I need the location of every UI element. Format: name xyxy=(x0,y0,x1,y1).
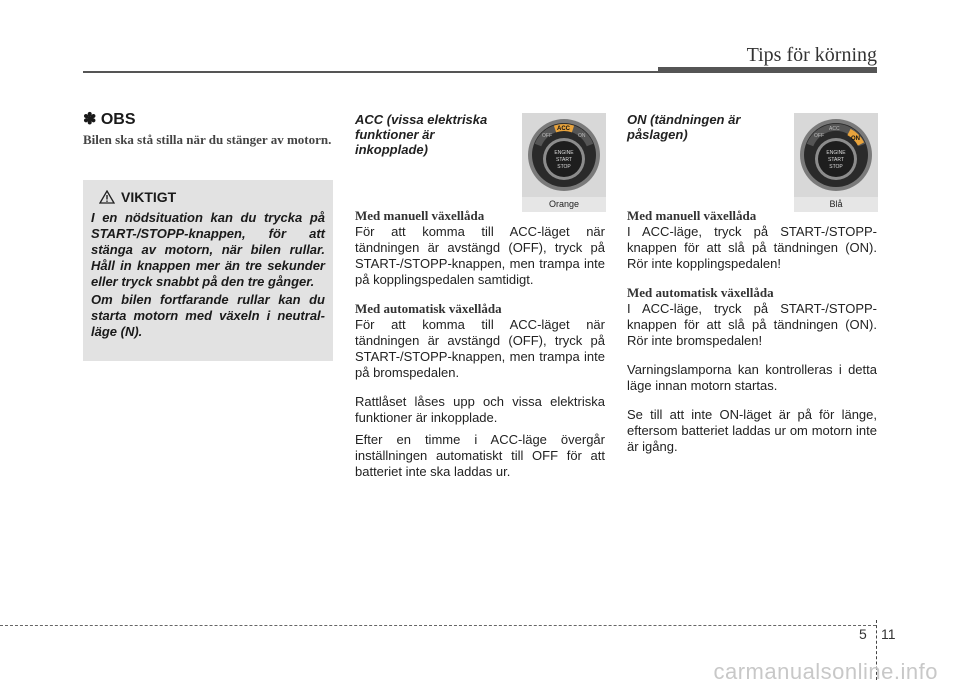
acc-lock-text: Rattlåset låses upp och vissa elektriska funktioner är inkopplade. xyxy=(355,394,605,425)
on-button-face-line2: START xyxy=(828,157,844,163)
on-button-face-line3: STOP xyxy=(829,164,843,170)
on-ring-label-acc: ACC xyxy=(829,126,840,132)
warning-box xyxy=(83,180,333,361)
on-section-title: ON (tändningen är påslagen) xyxy=(627,112,741,142)
on-button-figure xyxy=(794,113,878,212)
header-rule-accent xyxy=(658,67,877,73)
watermark: carmanualsonline.info xyxy=(713,659,938,684)
column-left xyxy=(83,110,333,148)
acc-manual-text: För att komma till ACC-läget när tändningen är avstängd (OFF), tryck på START-/STOPP-knappen, men trampa inte på kopplingspedalen samtidigt. xyxy=(355,224,605,287)
chapter-number: 5 xyxy=(859,626,867,642)
on-manual-text: I ACC-läge, tryck på START-/STOPP-knappen för att slå på tändningen (ON). Rör inte kopplingspedalen! xyxy=(627,224,877,271)
footer-rule xyxy=(0,625,876,626)
acc-button-face-line3: STOP xyxy=(557,164,571,170)
acc-section-title: ACC (vissa elektriska funktioner är inkopplade) xyxy=(355,112,488,157)
obs-heading: ✽ OBS xyxy=(83,111,136,128)
acc-button-face-line2: START xyxy=(556,157,572,163)
on-ring-label-off: OFF xyxy=(814,133,824,139)
on-auto-text: I ACC-läge, tryck på START-/STOPP-knappen för att slå på tändningen (ON). Rör inte bromspedalen! xyxy=(627,301,877,348)
on-auto-heading: Med automatisk växellåda xyxy=(627,285,774,300)
warning-paragraph-1: I en nödsituation kan du trycka på START-/STOPP-knappen, för att stänga av motorn, när bilen rullar. Håll in knappen mer än tre sekunder eller tryck snabbt på den tre gånger. xyxy=(91,210,325,289)
obs-text: Bilen ska stå stilla när du stänger av motorn. xyxy=(83,132,332,147)
page-header-title: Tips för körning xyxy=(746,44,877,66)
header-rule xyxy=(83,71,663,73)
warning-paragraph-2: Om bilen fortfarande rullar kan du starta motorn med växeln i neutral-läge (N). xyxy=(91,292,325,339)
acc-ring-label-on: ON xyxy=(578,133,586,139)
acc-button-figure xyxy=(522,113,606,212)
on-button-face-line1: ENGINE xyxy=(826,150,846,156)
acc-manual-heading: Med manuell växellåda xyxy=(355,208,485,223)
acc-auto-text: För att komma till ACC-läget när tändningen är avstängd (OFF), tryck på START-/STOPP-knappen, men trampa inte på bromspedalen. xyxy=(355,317,605,380)
on-ring-label-on: ON xyxy=(851,136,860,142)
acc-figure-caption: Orange xyxy=(522,197,606,212)
acc-auto-heading: Med automatisk växellåda xyxy=(355,301,502,316)
on-manual-heading: Med manuell växellåda xyxy=(627,208,757,223)
engine-start-button-acc-image xyxy=(522,113,606,197)
acc-ring-label-acc: ACC xyxy=(557,126,570,132)
acc-button-face-line1: ENGINE xyxy=(554,150,574,156)
acc-timeout-text: Efter en timme i ACC-läge övergår inställningen automatiskt till OFF för att batteriet inte ska laddas ur. xyxy=(355,432,605,479)
page-number: 11 xyxy=(881,626,896,642)
acc-ring-label-off: OFF xyxy=(542,133,552,139)
warning-heading: VIKTIGT xyxy=(121,189,177,205)
warning-header xyxy=(91,189,325,205)
on-tip-text: Se till att inte ON-läget är på för länge, eftersom batteriet laddas ur om motorn inte är igång. xyxy=(627,407,877,454)
on-figure-caption: Blå xyxy=(794,197,878,212)
on-lamps-text: Varningslamporna kan kontrolleras i detta läge innan motorn startas. xyxy=(627,362,877,393)
warning-triangle-icon xyxy=(99,190,115,204)
engine-start-button-on-image xyxy=(794,113,878,197)
